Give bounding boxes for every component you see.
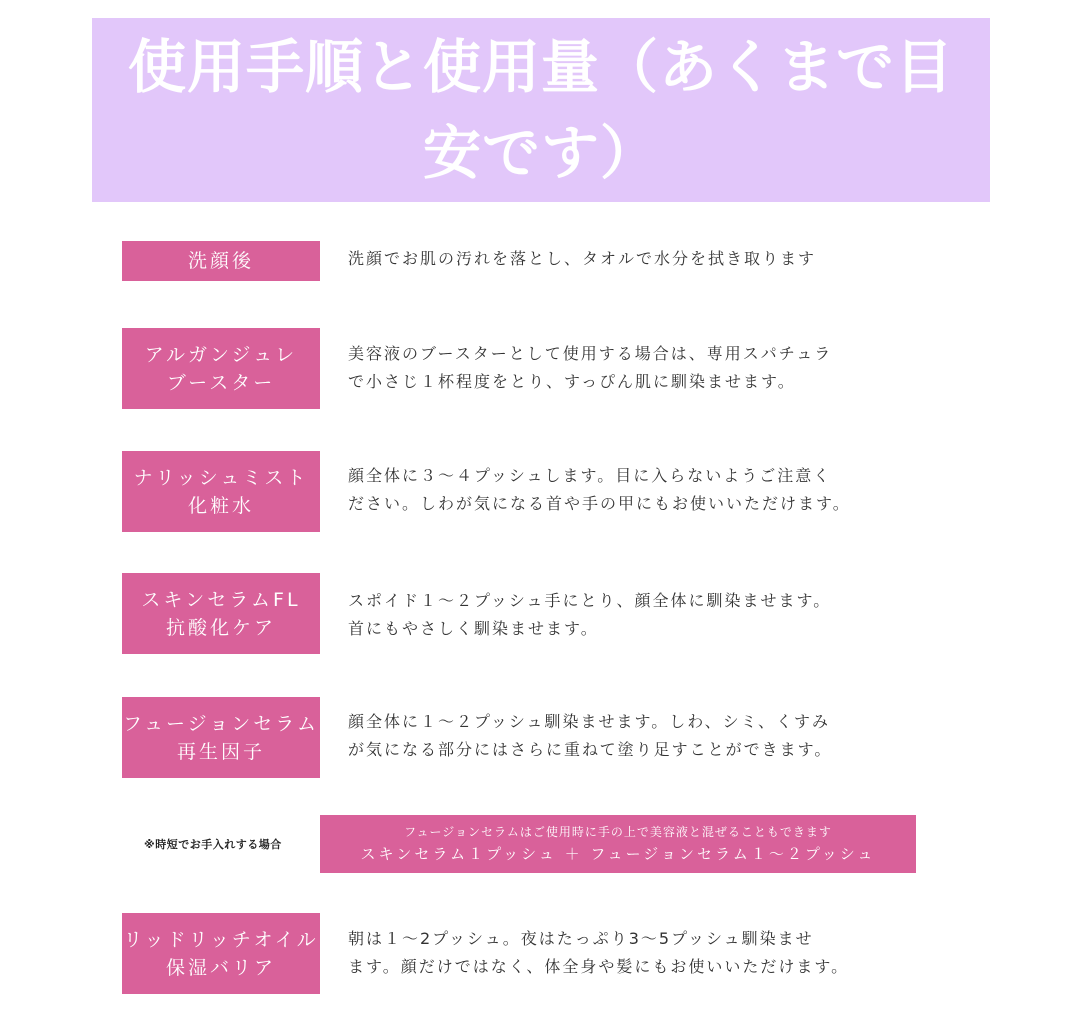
step-label-cleansing bbox=[122, 241, 320, 281]
step-description-line: 朝は１～2プッシュ。夜はたっぷり3～5プッシュ馴染ませ bbox=[348, 929, 814, 948]
shortcut-line-2: スキンセラム１プッシュ ＋ フュージョンセラム１～２プッシュ bbox=[360, 845, 876, 863]
step-label-line: 保湿バリア bbox=[165, 956, 276, 979]
step-description-line: スポイド１～２プッシュ手にとり、顔全体に馴染ませます。 bbox=[348, 591, 832, 610]
step-label-line: 洗顔後 bbox=[187, 250, 254, 272]
shortcut-line-1: フュージョンセラムはご使用時に手の上で美容液と混ぜることもできます bbox=[404, 825, 832, 839]
step-description-line: 美容液のブースターとして使用する場合は、専用スパチュラ bbox=[348, 344, 833, 363]
page-title-line-2: 安です） bbox=[422, 119, 659, 187]
title-banner bbox=[92, 18, 990, 202]
page-title bbox=[108, 24, 974, 196]
step-label-lid-rich-oil bbox=[122, 913, 320, 994]
step-description-line: ます。顔だけではなく、体全身や髪にもお使いいただけます。 bbox=[348, 957, 850, 976]
step-description-line: 洗顔でお肌の汚れを落とし、タオルで水分を拭き取ります bbox=[348, 249, 817, 268]
step-description-line: で小さじ１杯程度をとり、すっぴん肌に馴染ませます。 bbox=[348, 372, 796, 391]
page-title-line-1: 使用手順と使用量（あくまで目 bbox=[127, 33, 954, 101]
step-label-line: スキンセラムFL bbox=[141, 588, 301, 611]
step-description-cleansing bbox=[348, 245, 928, 273]
step-label-line: 抗酸化ケア bbox=[165, 616, 276, 639]
step-label-line: ナリッシュミスト bbox=[133, 466, 309, 489]
step-description-argan-booster bbox=[348, 340, 928, 396]
shortcut-box bbox=[320, 815, 916, 873]
step-description-line: 顔全体に３～４プッシュします。目に入らないようご注意く bbox=[348, 466, 832, 485]
step-label-nourish-mist bbox=[122, 451, 320, 532]
step-label-argan-booster bbox=[122, 328, 320, 409]
step-description-skin-serum bbox=[348, 587, 928, 643]
step-label-line: フュージョンセラム bbox=[122, 712, 320, 735]
shortcut-note: ※時短でお手入れする場合 bbox=[144, 838, 282, 851]
step-description-lid-rich-oil bbox=[348, 925, 928, 981]
step-description-line: が気になる部分にはさらに重ねて塗り足すことができます。 bbox=[348, 740, 833, 759]
step-description-nourish-mist bbox=[348, 462, 928, 518]
step-label-fusion-serum bbox=[122, 697, 320, 778]
step-label-line: リッドリッチオイル bbox=[123, 928, 319, 951]
step-description-fusion-serum bbox=[348, 708, 928, 764]
step-label-line: 化粧水 bbox=[187, 494, 254, 517]
step-description-line: 顔全体に１～２プッシュ馴染ませます。しわ、シミ、くすみ bbox=[348, 712, 831, 731]
step-label-line: アルガンジュレ bbox=[144, 343, 298, 366]
step-label-skin-serum bbox=[122, 573, 320, 654]
step-description-line: ださい。しわが気になる首や手の甲にもお使いいただけます。 bbox=[348, 494, 851, 513]
step-label-line: 再生因子 bbox=[176, 740, 265, 763]
step-description-line: 首にもやさしく馴染ませます。 bbox=[348, 619, 599, 638]
step-label-line: ブースター bbox=[166, 371, 276, 394]
